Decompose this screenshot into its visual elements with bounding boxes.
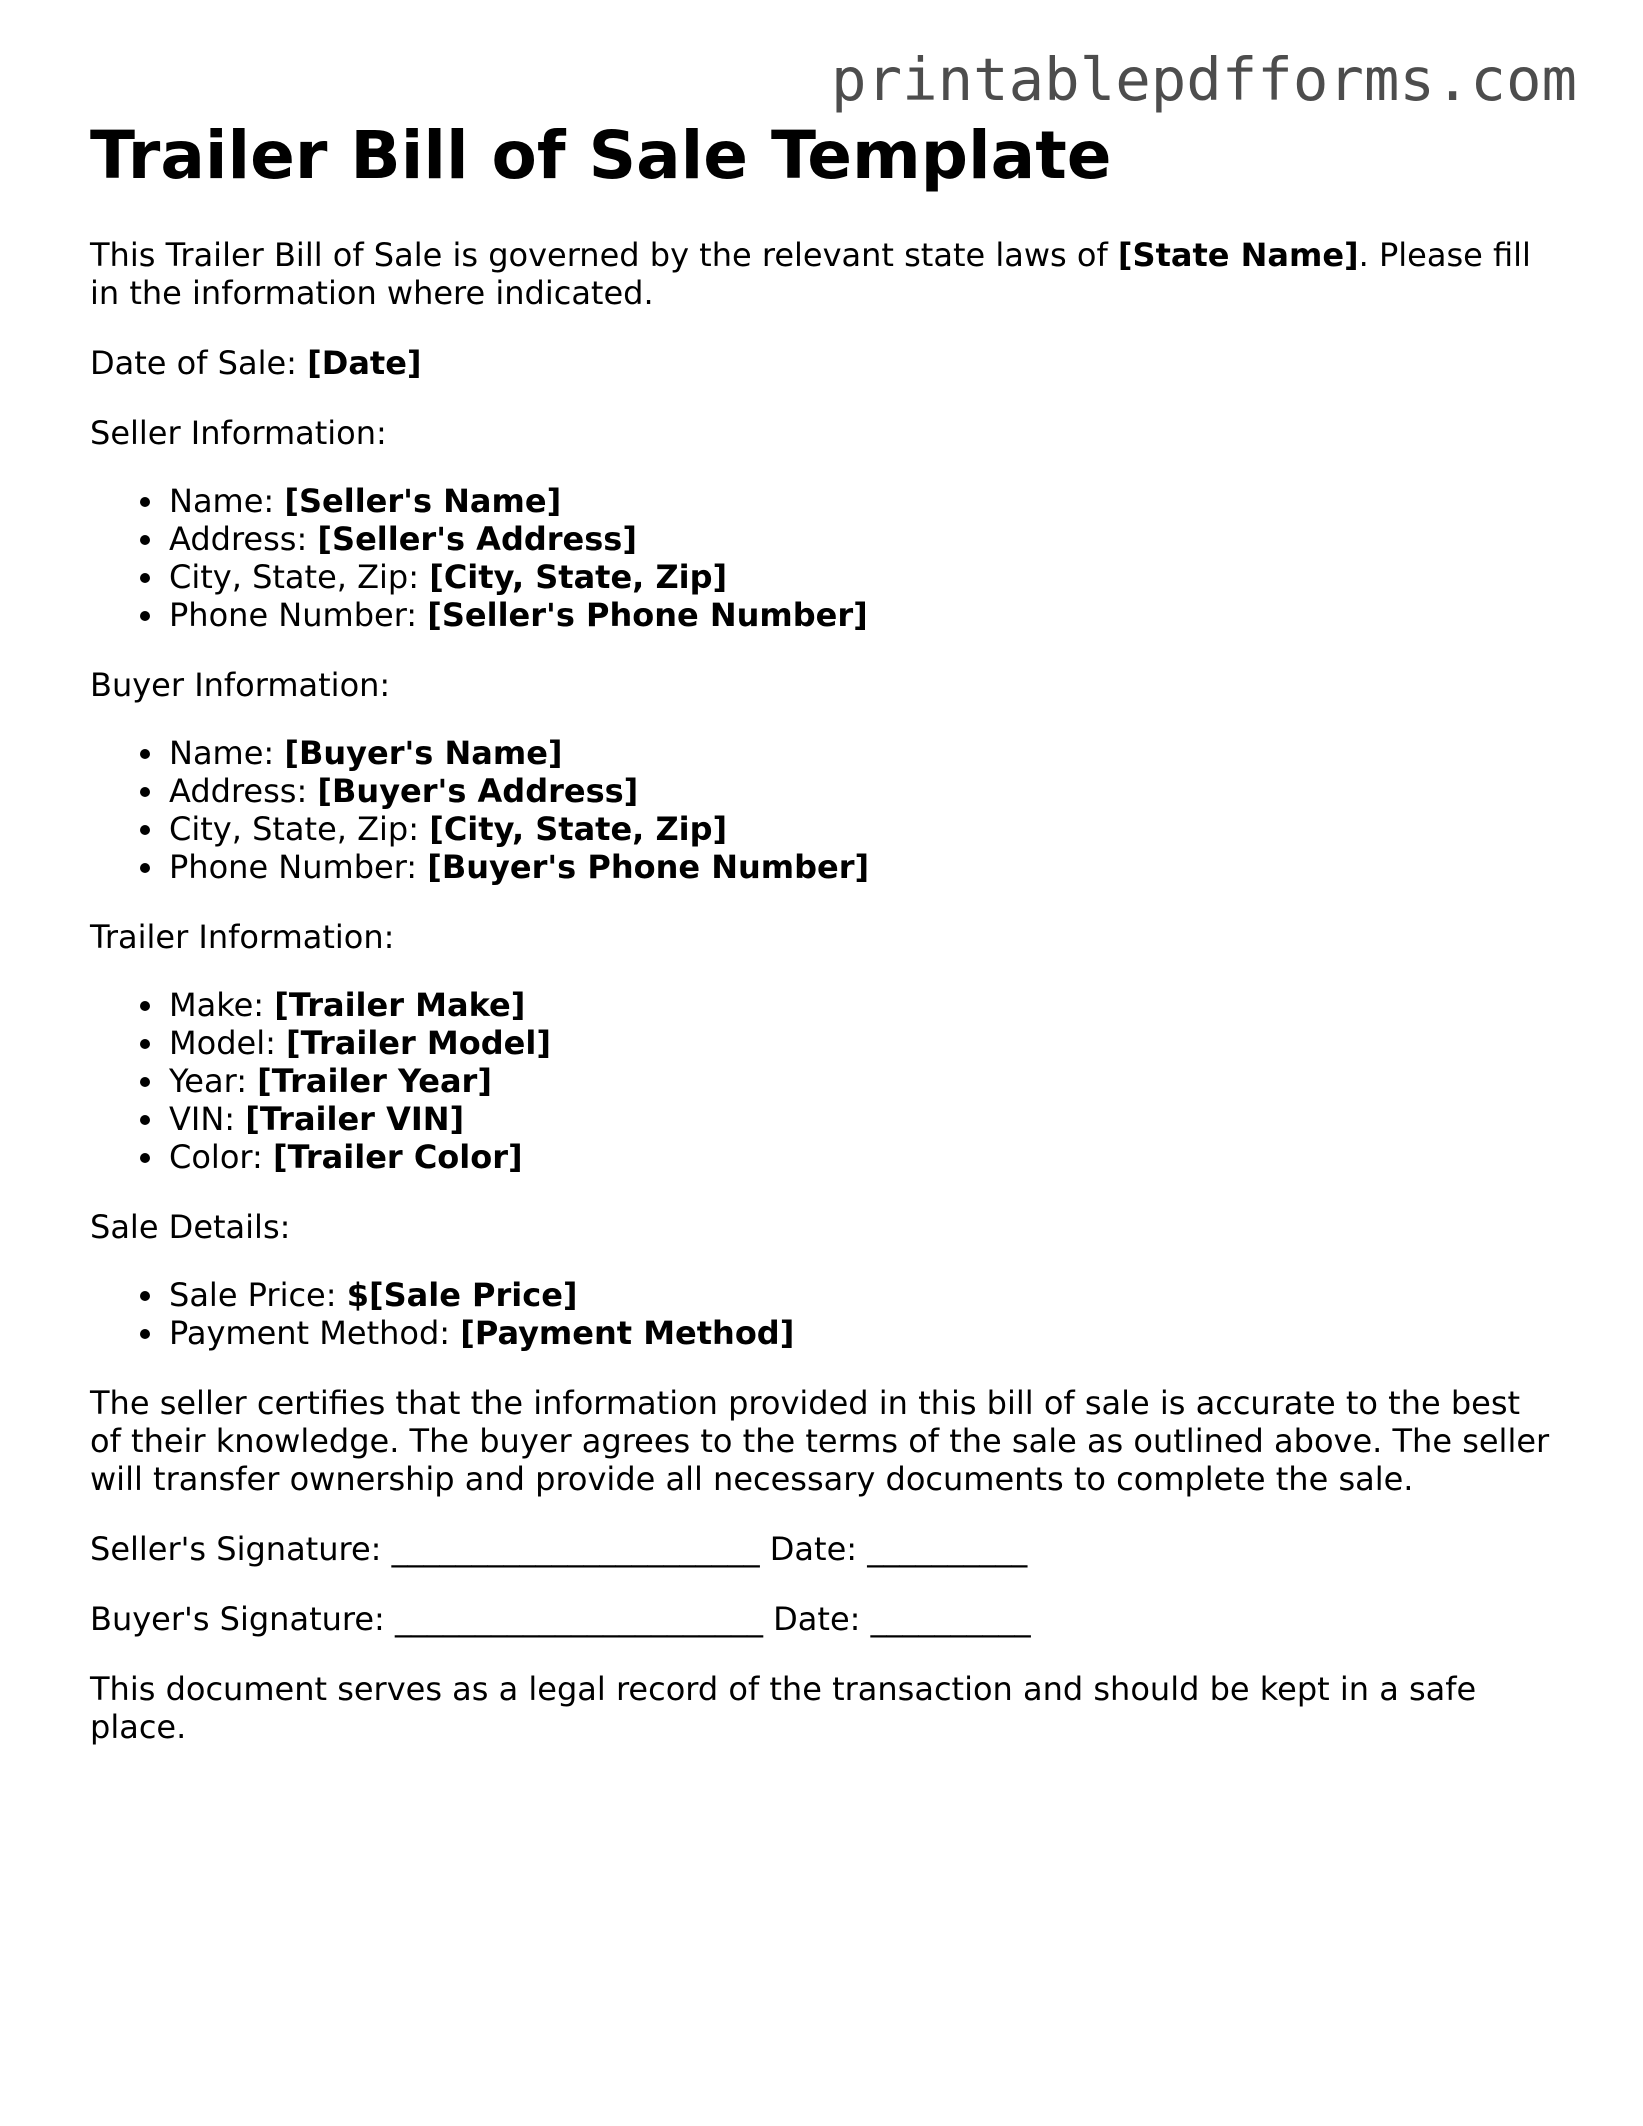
state-name-placeholder: [State Name] [1117,236,1359,274]
list-item [169,1138,1550,1176]
item-label: Address: [169,772,318,810]
item-label: Model: [169,1024,287,1062]
item-value: [City, State, Zip] [429,558,728,596]
list-item [169,520,1550,558]
item-value: [Seller's Phone Number] [427,596,868,634]
document-page [90,118,1550,1778]
item-label: Sale Price: [169,1276,347,1314]
item-label: Payment Method: [169,1314,461,1352]
list-item [169,1062,1550,1100]
intro-text-before: This Trailer Bill of Sale is governed by the relevant state laws of [90,236,1118,274]
item-value: [Trailer Model] [286,1024,551,1062]
list-item [169,734,1550,772]
seller-signature-line: Seller's Signature: _______________________ Date: __________ [90,1530,1028,1568]
date-of-sale-label: Date of Sale: [90,344,308,382]
sale-heading: Sale Details: [90,1208,291,1246]
seller-list [90,482,1550,634]
buyer-heading: Buyer Information: [90,666,391,704]
watermark: printablepdfforms.com [831,45,1577,114]
list-item [169,1100,1550,1138]
list-item [169,482,1550,520]
list-item [169,772,1550,810]
list-item [169,1276,1550,1314]
intro-paragraph [90,236,1550,312]
item-value: [Seller's Address] [317,520,637,558]
page-title: Trailer Bill of Sale Template [90,117,1112,194]
list-item [169,848,1550,886]
trailer-heading: Trailer Information: [90,918,395,956]
trailer-list [90,986,1550,1176]
list-item [169,1024,1550,1062]
item-label: City, State, Zip: [169,810,430,848]
closing-paragraph: This document serves as a legal record of the transaction and should be kept in a safe place. [90,1670,1477,1746]
item-label: Name: [169,482,285,520]
list-item [169,986,1550,1024]
list-item [169,810,1550,848]
item-value: [Trailer Color] [272,1138,523,1176]
certification-paragraph: The seller certifies that the information provided in this bill of sale is accurate to the best of their knowledge. The buyer agrees to the terms of the sale as outlined above. The seller will transfer ownership and provide all necessary documents to complete the sale. [90,1384,1550,1498]
item-value: [Trailer Year] [257,1062,492,1100]
item-value: [Trailer VIN] [245,1100,465,1138]
date-of-sale-value: [Date] [307,344,422,382]
list-item [169,558,1550,596]
item-value: [Buyer's Address] [317,772,639,810]
item-label: VIN: [169,1100,246,1138]
intro-text-after: . Please fill in the information where indicated. [90,236,1531,312]
item-value: [Buyer's Phone Number] [427,848,870,886]
sale-list [90,1276,1550,1352]
item-value: $[Sale Price] [346,1276,578,1314]
buyer-signature-line: Buyer's Signature: _______________________ Date: __________ [90,1600,1031,1638]
item-value: [City, State, Zip] [429,810,728,848]
date-of-sale [90,344,1550,382]
item-value: [Payment Method] [460,1314,795,1352]
item-label: Phone Number: [169,848,428,886]
buyer-list [90,734,1550,886]
list-item [169,596,1550,634]
item-label: Phone Number: [169,596,428,634]
item-value: [Trailer Make] [274,986,526,1024]
item-label: Make: [169,986,275,1024]
list-item [169,1314,1550,1352]
item-value: [Buyer's Name] [284,734,563,772]
item-label: Address: [169,520,318,558]
item-label: Name: [169,734,285,772]
item-label: Year: [169,1062,258,1100]
item-value: [Seller's Name] [284,482,562,520]
seller-heading: Seller Information: [90,414,387,452]
item-label: City, State, Zip: [169,558,430,596]
item-label: Color: [169,1138,273,1176]
